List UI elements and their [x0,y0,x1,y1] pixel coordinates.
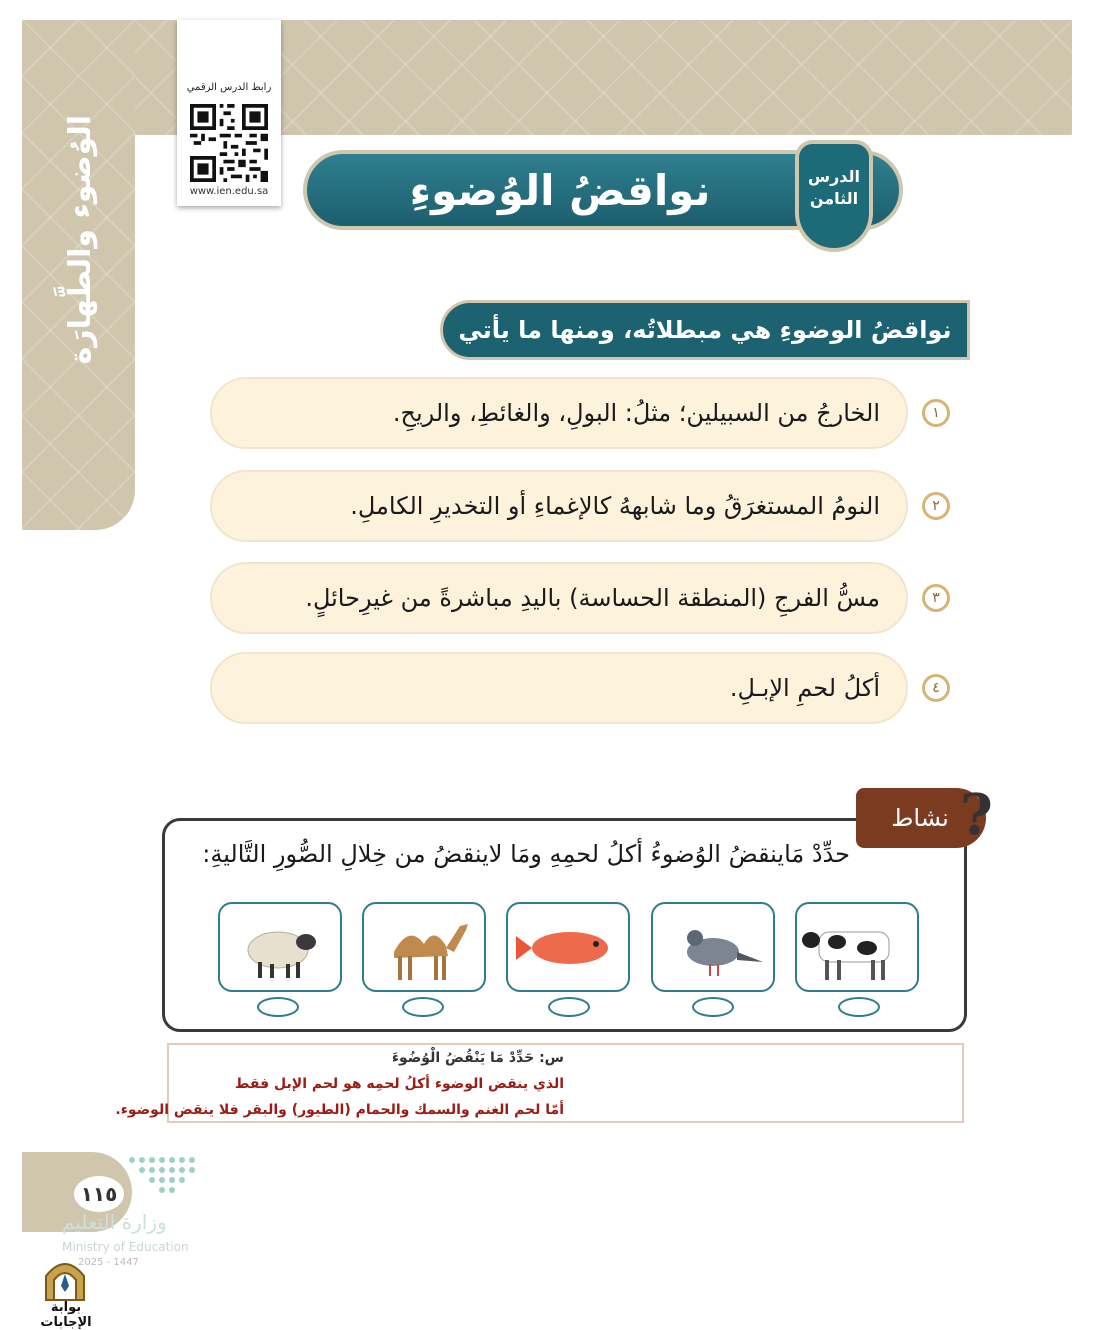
answer-oval[interactable] [692,997,734,1017]
qr-card[interactable] [177,20,281,206]
answer-oval[interactable] [402,997,444,1017]
camel-image [362,902,486,992]
answer-question: س: حَدِّدْ مَا يَنْقُضُ الْوُضُوءَ [391,1050,564,1066]
list-item: النومُ المستغرَقُ وما شابههُ كالإغماءِ أو التخديرِ الكاملِ. [210,470,908,542]
pigeon-image [651,902,775,992]
qr-url[interactable]: www.ien.edu.sa [189,186,269,197]
list-item-number: ١ [922,399,950,427]
activity-label: نشاط [891,804,949,832]
answer-oval[interactable] [838,997,880,1017]
list-item: مسُّ الفرجِ (المنطقة الحساسة) باليدِ مباشرةً من غيرِحائلٍ. [210,562,908,634]
qr-code-icon[interactable] [190,104,268,182]
edition-year: 2025 - 1447 [78,1257,139,1268]
list-item-number: ٣ [922,584,950,612]
site-logo-icon[interactable] [40,1256,90,1302]
lesson-badge-line1: الدرس [807,167,861,186]
sheep-image [218,902,342,992]
cow-image [795,902,919,992]
fish-image [506,902,630,992]
qr-label: رابط الدرس الرقمي [186,82,272,93]
answer-line: الذي ينقض الوضوء أكلُ لحمِه هو لحم الإبل فقط [234,1076,564,1092]
answer-box [115,1043,964,1123]
lesson-title: نواقضُ الوُضوءِ [409,165,711,215]
unit-title: الوُضوء والطَّهارَة [62,115,98,365]
activity-prompt: حدِّدْ مَاينقضُ الوُضوءُ أكلُ لحمِهِ ومَا لاينقضُ من خِلالِ الصُّورِ التَّاليةِ: [202,840,850,868]
page-number: ١١٥ [74,1176,124,1212]
ministry-name-en: Ministry of Education [62,1240,189,1254]
ministry-name-ar: وزارة التعليم [62,1210,167,1234]
list-item-number: ٢ [922,492,950,520]
list-item: أكلُ لحمِ الإبـلِ. [210,652,908,724]
lesson-badge [795,140,873,252]
answer-oval[interactable] [548,997,590,1017]
answer-oval[interactable] [257,997,299,1017]
list-item-number: ٤ [922,674,950,702]
list-item: الخارجُ من السبيلين؛ مثلُ: البولِ، والغائطِ، والريحِ. [210,377,908,449]
lesson-badge-line2: الثامن [809,189,859,208]
site-name[interactable]: بوابة الإجابات [40,1300,92,1330]
section-subheading: نواقضُ الوضوءِ هي مبطلاتُه، ومنها ما يأتي [440,300,970,360]
question-mark-icon: ? [960,782,993,848]
answer-line: أمّا لحم الغنم والسمك والحمام (الطيور) والبقر فلا ينقض الوضوء. [115,1102,564,1118]
